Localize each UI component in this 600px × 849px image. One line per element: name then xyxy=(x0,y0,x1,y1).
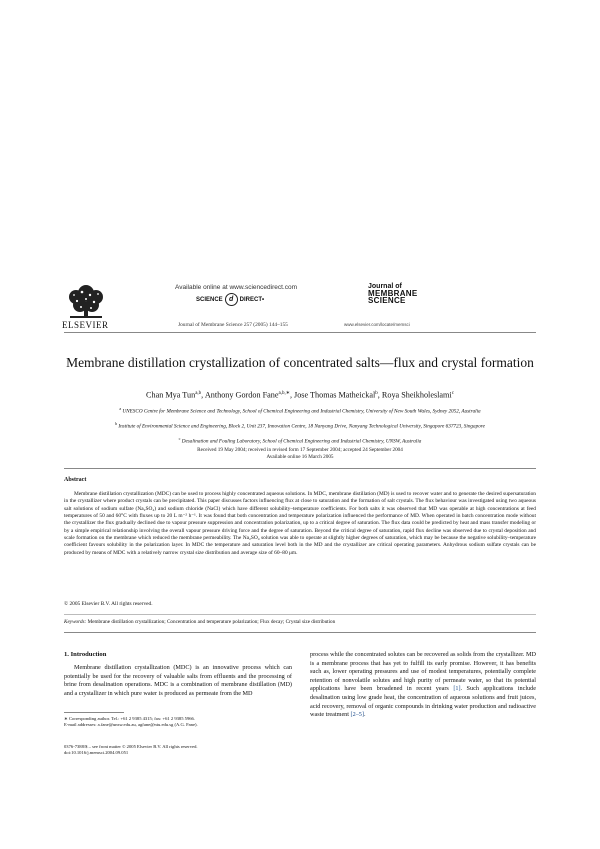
available-online-text: Available online at www.sciencedirect.com xyxy=(175,284,297,291)
affiliation-text: Institute of Environmental Science and Engineering, Block 2, Unit 237, Innovation Centre, 18 Nanyang Drive, Nanyang Technological University, Singapore 637723, Singapore xyxy=(118,423,485,430)
sciencedirect-logo-right: DIRECT• xyxy=(239,296,265,303)
citation-link[interactable]: [1] xyxy=(453,685,461,693)
body-column-right xyxy=(310,651,536,720)
keywords-label: Keywords: xyxy=(64,619,87,625)
corresponding-author-footnote xyxy=(64,716,292,728)
doi-line[interactable]: doi:10.1016/j.memsci.2004.09.051 xyxy=(64,750,129,755)
affiliation-marker: c xyxy=(178,436,181,441)
journal-citation: Journal of Membrane Science 257 (2005) 144–155 xyxy=(178,322,288,328)
author-list: Chan Mya Tun$^{a,b}$, Anthony Gordon Fane$^{a,b,∗}$, Jose Thomas Matheickal$^b$, Roya Sheikholeslami$^c$ xyxy=(146,390,454,400)
publisher-name: ELSEVIER xyxy=(62,320,109,330)
journal-logo-line-2: MEMBRANE xyxy=(368,289,418,298)
header-divider xyxy=(64,332,536,333)
body-divider xyxy=(64,632,536,633)
email-addresses: E-mail addresses: a.fane@unsw.edu.au, agfane@ntu.edu.sg (A.G. Fane). xyxy=(64,722,198,727)
affiliation-a xyxy=(64,405,536,416)
keywords-line xyxy=(64,619,536,625)
journal-logo-line-3: SCIENCE xyxy=(368,296,406,305)
journal-url[interactable]: www.elsevier.com/locate/memsci xyxy=(344,322,410,327)
author-name: Anthony Gordon Fane xyxy=(204,390,279,400)
affiliation-text: Desalination and Fouling Laboratory, School of Chemical Engineering and Industrial Chemistry, UNSW, Australia xyxy=(181,438,422,445)
author-affiliation-sup: a,b,∗ xyxy=(278,391,290,396)
paragraph-text: process while the concentrated solutes can be recovered as solids from the crystallizer. MD is a membrane process that has yet to fulfill its early promise. However, it has benefits such as, lower operating pressures and use of modest temperatures, potentially complete retention of nonvolatile solutes and high purity of permeate water, so that its potential applications have been broadened in recent years xyxy=(310,651,536,693)
affiliation-marker: b xyxy=(115,421,118,426)
paragraph-text: . Such applications include desalination using low grade heat, the concentration of aqueous solutions and fruit juices, acid recovery, removal of organic compounds in drinking water production and radioactive waste treatment xyxy=(310,685,536,719)
footnote-divider xyxy=(64,712,124,713)
journal-logo-line-1: Journal of xyxy=(368,283,402,290)
sciencedirect-logo xyxy=(196,293,264,306)
copyright-notice: © 2005 Elsevier B.V. All rights reserved. xyxy=(64,601,153,607)
section-heading-introduction: 1. Introduction xyxy=(64,651,107,658)
abstract-divider-top xyxy=(64,468,536,469)
citation-link[interactable]: [2–5] xyxy=(350,711,364,719)
journal-logo xyxy=(368,283,428,304)
author-affiliation-sup: c xyxy=(451,391,454,396)
author-affiliation-sup: a,b xyxy=(195,391,202,396)
abstract-body: Membrane distillation crystallization (MDC) can be used to process highly concentrated aqueous solutions. In MDC, membrane distillation (MD) is used to recover water and to generate the desired supersaturation in the crystallizer where product crystals can be precipitated. This paper discusses factors influencing flux at close to saturation and the formation of salt crystals. The flux behaviour was investigated using two aqueous salt solutions of sodium sulfate (Na₂SO₄) and sodium chloride (NaCl) which have different solubility–temperature coefficients. For both salts it was observed that MD was operable at high concentrations at feed temperatures of 50 and 60°C with fluxes up to 20 L m⁻² h⁻¹. It was found that both concentration and temperature polarization influenced the performance of MD. When operated in batch concentration mode without the crystallizer the flux gradually declined due to vapour pressure suppression and concentration polarization, up to a critical degree of saturation. The flux data could be predicted by heat and mass transfer modeling or by a simple empirical relationship involving the overall vapour pressure driving force and the degree of saturation. Beyond the critical degree of saturation, rapid flux decline was observed due to crystal deposition and scale formation on the membrane which reduced the membrane permeability. The Na₂SO₄ solution was able to operate at slightly higher degrees of saturation, which may be because the negative solubility–temperature coefficient favours solubility in the polarization layer. In MDC the temperature and saturation level both in the MD and the crystallizer are critical operating parameters. Anhydrous sodium sulfate crystals can be produced by means of MDC with a relatively narrow crystal size distribution and average size of 60–80 μm. xyxy=(64,491,536,556)
author-name: Chan Mya Tun xyxy=(146,390,196,400)
body-column-left: Membrane distillation crystallization (MDC) is an innovative process which can potentially be used for the recovery of valuable salts from effluents and the processing of brine from desalination operations. MDC is a combination of membrane distillation (MD) and a crystallizer in which pure water is produced as permeate from the MD xyxy=(64,664,292,697)
sciencedirect-logo-left: SCIENCE xyxy=(196,296,223,303)
article-dates xyxy=(64,447,536,461)
affiliation-b xyxy=(64,420,536,431)
keywords-divider xyxy=(64,614,536,615)
received-dates: Received 19 May 2004; received in revised form 17 September 2004; accepted 24 September 2004 xyxy=(197,447,403,453)
affiliation-marker: a xyxy=(119,406,122,411)
available-online-date: Available online 16 March 2005 xyxy=(266,454,334,460)
issn-line: 0376-7388/$ – see front matter © 2005 Elsevier B.V. All rights reserved. xyxy=(64,744,198,749)
affiliation-text: UNESCO Centre for Membrane Science and Technology, School of Chemical Engineering and Industrial Chemistry, University of New South Wales, Sydney 2052, Australia xyxy=(122,408,481,415)
affiliation-c xyxy=(64,435,536,446)
corresponding-author-contact: ∗ Corresponding author. Tel.: +61 2 9385 4315; fax: +61 2 9385 5966. xyxy=(64,716,195,721)
keywords-list: Membrane distillation crystallization; Concentration and temperature polarization; Flux decay; Crystal size distribution xyxy=(87,619,336,625)
article-title: Membrane distillation crystallization of concentrated salts—flux and crystal formation xyxy=(66,355,534,370)
author-affiliation-sup: b xyxy=(375,391,378,396)
issn-doi-block xyxy=(64,744,324,756)
author-name: Jose Thomas Matheickal xyxy=(294,390,376,400)
sciencedirect-d-icon: d xyxy=(225,293,238,306)
author-name: Roya Sheikholeslami xyxy=(381,390,452,400)
paragraph-text: . xyxy=(363,711,366,719)
abstract-heading: Abstract xyxy=(64,477,87,483)
